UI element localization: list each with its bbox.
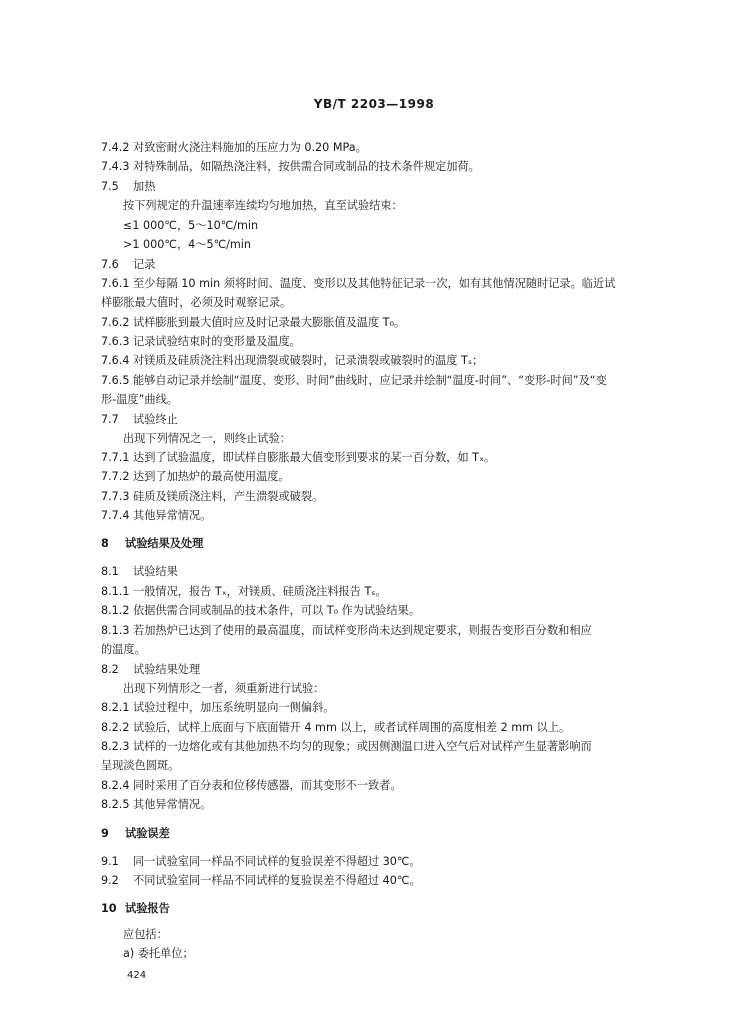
text-line: [101, 295, 291, 311]
clause-text: 试验报告: [125, 902, 170, 915]
page-number: 424: [127, 970, 147, 981]
clause-text: 其他异常情况。: [133, 798, 212, 811]
clause-7-6-5: [101, 373, 607, 389]
clause-number: 8: [101, 537, 109, 550]
clause-number: 7.4.2: [101, 141, 130, 154]
text-line: [101, 758, 179, 774]
clause-text: 试验后，试样上底面与下底面错开 4 mm 以上，或者试样周围的高度相差 2 mm 以上。: [133, 721, 571, 734]
standard-header: YB/T 2203—1998: [313, 97, 435, 111]
clause-text: 对特殊制品，如隔热浇注料，按供需合同或制品的技术条件规定加荷。: [133, 160, 480, 173]
clause-8-1: [101, 564, 178, 580]
clause-text: 试验误差: [125, 827, 170, 840]
clause-text: 试验过程中，加压系统明显向一侧偏斜。: [133, 701, 335, 714]
clause-text: 不同试验室同一样品不同试样的复验误差不得超过 40℃。: [133, 874, 421, 887]
clause-text: 对镁质及硅质浇注料出现溃裂或破裂时，记录溃裂或破裂时的温度 Tₛ；: [133, 354, 484, 367]
clause-text: 出现下列情形之一者，须重新进行试验：: [123, 682, 325, 695]
clause-text: 形-温度”曲线。: [101, 393, 178, 406]
text-line: [123, 218, 258, 234]
clause-7-6-3: [101, 334, 301, 350]
text-line: [123, 946, 194, 962]
clause-8-2-2: [101, 720, 570, 736]
clause-number: 8.2.1: [101, 701, 130, 714]
clause-text: 对致密耐火浇注料施加的压应力为 0.20 MPa。: [133, 141, 367, 154]
text-line: [123, 431, 291, 447]
clause-text: 记录: [133, 258, 156, 271]
clause-text: 若加热炉已达到了使用的最高温度，而试样变形尚未达到规定要求，则报告变形百分数和相应: [133, 624, 592, 637]
clause-8-2-3: [101, 739, 592, 755]
clause-8-2-5: [101, 797, 211, 813]
clause-number: 7.6.2: [101, 316, 130, 329]
clause-7-4-2: [101, 140, 367, 156]
clause-number: 8.2: [101, 663, 119, 676]
clause-number: 7.7.1: [101, 451, 130, 464]
clause-7-4-3: [101, 159, 480, 175]
clause-number: 10: [101, 902, 117, 915]
clause-text: 试验终止: [133, 413, 178, 426]
clause-text: 样膨胀最大值时，必须及时观察记录。: [101, 296, 292, 309]
clause-text: 依据供需合同或制品的技术条件，可以 T₀ 作为试验结果。: [133, 604, 420, 617]
clause-text: 呈现淡色圆斑。: [101, 759, 180, 772]
clause-text: 试验结果: [133, 565, 178, 578]
clause-7-7-4: [101, 508, 211, 524]
clause-number: 7.6: [101, 258, 119, 271]
text-line: [101, 392, 178, 408]
clause-text: 加热: [133, 180, 156, 193]
clause-text: 出现下列情况之一，则终止试验：: [123, 432, 291, 445]
clause-8: [101, 536, 203, 552]
clause-7-6: [101, 257, 155, 273]
clause-number: 9.2: [101, 874, 119, 887]
clause-7-5: [101, 179, 155, 195]
clause-text: 达到了试验温度，即试样自膨胀最大值变形到要求的某一百分数，如 Tₓ。: [133, 451, 496, 464]
clause-number: 8.1.1: [101, 585, 130, 598]
clause-text: 其他异常情况。: [133, 509, 212, 522]
clause-9: [101, 826, 170, 842]
clause-7-6-1: [101, 276, 615, 292]
clause-7-6-4: [101, 353, 483, 369]
clause-text: 的温度。: [101, 643, 146, 656]
clause-7-7-3: [101, 489, 323, 505]
clause-text: 试验结果处理: [133, 663, 201, 676]
text-line: [123, 681, 324, 697]
clause-number: 7.7.2: [101, 470, 130, 483]
text-line: [123, 198, 403, 214]
clause-number: 7.5: [101, 180, 119, 193]
clause-number: 7.7.3: [101, 490, 130, 503]
clause-number: 7.6.4: [101, 354, 130, 367]
clause-8-1-1: [101, 584, 387, 600]
text-line: [123, 237, 251, 253]
clause-7-7: [101, 412, 178, 428]
clause-8-1-2: [101, 603, 420, 619]
clause-text: 试样膨胀到最大值时应及时记录最大膨胀值及温度 T₀。: [133, 316, 406, 329]
clause-number: 7.7: [101, 413, 119, 426]
clause-text: 同时采用了百分表和位移传感器，而其变形不一致者。: [133, 779, 402, 792]
clause-text: 记录试验结束时的变形量及温度。: [133, 335, 301, 348]
clause-text: ≤1 000℃，5～10℃/min: [123, 219, 259, 232]
clause-text: 试样的一边熔化或有其他加热不均匀的现象；或因侧测温口进入空气后对试样产生显著影响而: [133, 740, 592, 753]
clause-number: 8.2.3: [101, 740, 130, 753]
clause-number: 8.2.4: [101, 779, 130, 792]
clause-7-7-2: [101, 469, 290, 485]
clause-text: 至少每隔 10 min 须将时间、温度、变形以及其他特征记录一次，如有其他情况随时记录。临近试: [133, 277, 616, 290]
clause-number: 8.2.5: [101, 798, 130, 811]
clause-7-6-2: [101, 315, 405, 331]
clause-text: 应包括：: [123, 928, 168, 941]
clause-8-2-4: [101, 778, 402, 794]
clause-text: a) 委托单位；: [123, 947, 194, 960]
clause-7-7-1: [101, 450, 495, 466]
clause-number: 8.2.2: [101, 721, 130, 734]
clause-text: 试验结果及处理: [125, 537, 204, 550]
clause-text: 按下列规定的升温速率连续均匀地加热，直至试验结束：: [123, 199, 403, 212]
clause-10: [101, 901, 170, 917]
clause-text: 一般情况，报告 Tₓ，对镁质、硅质浇注料报告 Tₛ。: [133, 585, 387, 598]
text-line: [123, 927, 168, 943]
clause-number: 9: [101, 827, 109, 840]
clause-number: 8.1.2: [101, 604, 130, 617]
clause-number: 7.6.1: [101, 277, 130, 290]
clause-number: 7.7.4: [101, 509, 130, 522]
clause-number: 7.4.3: [101, 160, 130, 173]
clause-text: >1 000℃，4～5℃/min: [123, 238, 252, 251]
clause-text: 达到了加热炉的最高使用温度。: [133, 470, 290, 483]
clause-text: 同一试验室同一样品不同试样的复验误差不得超过 30℃。: [133, 855, 421, 868]
clause-number: 8.1: [101, 565, 119, 578]
clause-number: 8.1.3: [101, 624, 130, 637]
clause-number: 7.6.3: [101, 335, 130, 348]
clause-number: 7.6.5: [101, 374, 130, 387]
clause-9-2: [101, 873, 421, 889]
clause-text: 硅质及镁质浇注料，产生溃裂或破裂。: [133, 490, 324, 503]
clause-number: 9.1: [101, 855, 119, 868]
clause-9-1: [101, 854, 421, 870]
clause-8-2-1: [101, 700, 334, 716]
text-line: [101, 642, 146, 658]
clause-8-2: [101, 662, 200, 678]
clause-text: 能够自动记录并绘制“温度、变形、时间”曲线时，应记录并绘制“温度-时间”、“变形-时间”及“变: [133, 374, 607, 387]
clause-8-1-3: [101, 623, 592, 639]
